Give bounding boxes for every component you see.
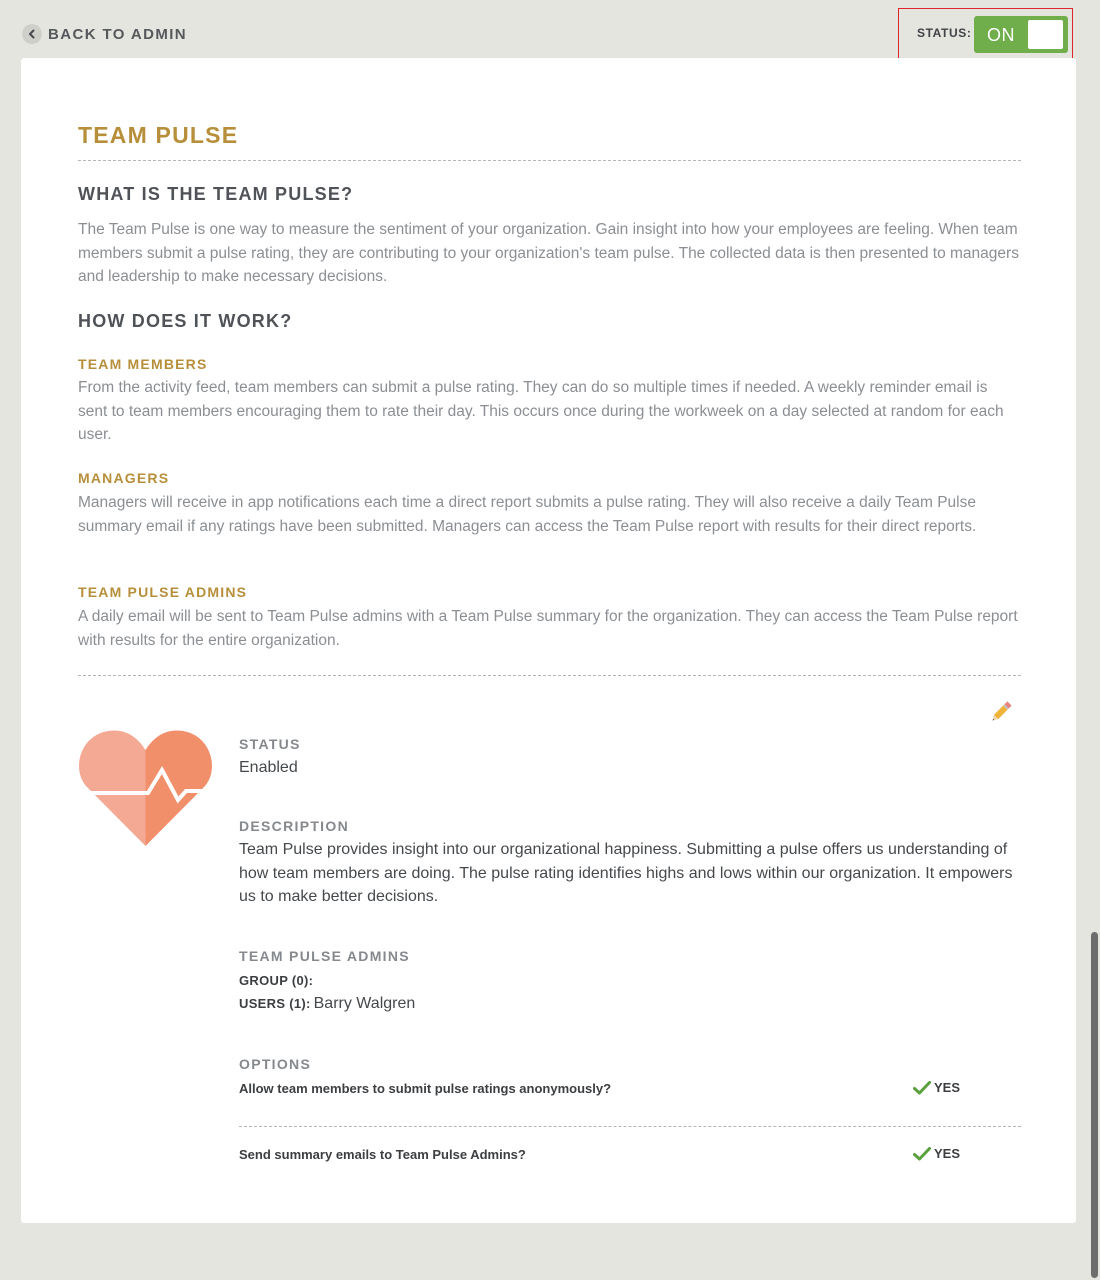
status-control xyxy=(898,8,1073,63)
admins-body: A daily email will be sent to Team Pulse admins with a Team Pulse summary for the organization. They can access the Team Pulse report with results for the entire organization. xyxy=(78,608,1018,649)
option-answer-label: YES xyxy=(934,1080,961,1095)
top-bar xyxy=(0,0,1100,58)
managers-body: Managers will receive in app notifications each time a direct report submits a pulse rating. They will also receive a daily Team Pulse summary email if any ratings have been submitted. Managers can access the Team Pulse report with results for their direct reports. xyxy=(78,494,977,535)
chevron-left-icon xyxy=(22,24,42,44)
group-row xyxy=(239,973,313,988)
status-detail-label: STATUS xyxy=(239,736,301,752)
status-toggle[interactable] xyxy=(974,16,1068,53)
admins-label: TEAM PULSE ADMINS xyxy=(239,948,410,964)
scrollbar[interactable] xyxy=(1091,932,1098,1278)
team-members-body: From the activity feed, team members can submit a pulse rating. They can do so multiple times if needed. A weekly reminder email is sent to team members encouraging them to rate their day. This occurs once during the workweek on a day selected at random for each user. xyxy=(78,379,1004,443)
heart-pulse-icon xyxy=(78,728,213,853)
users-value: Barry Walgren xyxy=(313,995,416,1012)
intro-heading: WHAT IS THE TEAM PULSE? xyxy=(78,184,354,204)
how-heading: HOW DOES IT WORK? xyxy=(78,311,293,331)
checkmark-icon xyxy=(913,1147,931,1161)
pencil-icon[interactable] xyxy=(987,698,1015,726)
back-to-admin-label: BACK TO ADMIN xyxy=(48,25,188,43)
admins-title: TEAM PULSE ADMINS xyxy=(78,584,248,600)
description-label: DESCRIPTION xyxy=(239,818,349,834)
users-label: USERS (1): xyxy=(239,996,311,1011)
option-answer xyxy=(913,1080,960,1095)
option-question: Send summary emails to Team Pulse Admins? xyxy=(239,1147,526,1162)
team-members-title: TEAM MEMBERS xyxy=(78,356,208,372)
status-toggle-state: ON xyxy=(987,25,1015,45)
options-label: OPTIONS xyxy=(239,1056,312,1072)
option-row xyxy=(239,1081,1021,1105)
users-row xyxy=(239,995,415,1013)
intro-body: The Team Pulse is one way to measure the sentiment of your organization. Gain insight into how your employees are feeling. When team members submit a pulse rating, they are contributing to your organization's team pulse. The collected data is then presented to managers and leadership to make necessary decisions. xyxy=(78,221,1019,285)
option-row xyxy=(239,1147,1021,1171)
toggle-knob xyxy=(1028,20,1063,49)
divider xyxy=(78,160,1021,161)
option-answer xyxy=(913,1146,960,1161)
page-title: TEAM PULSE xyxy=(78,122,239,148)
group-label: GROUP (0): xyxy=(239,973,314,988)
checkmark-icon xyxy=(913,1081,931,1095)
managers-title: MANAGERS xyxy=(78,470,170,486)
divider xyxy=(78,675,1021,676)
description-value: Team Pulse provides insight into our organizational happiness. Submitting a pulse offers us understanding of how team members are doing. The pulse rating identifies highs and lows within our organization. It empowers us to make better decisions. xyxy=(239,841,1013,905)
status-detail-value: Enabled xyxy=(239,759,298,776)
back-to-admin-link[interactable] xyxy=(22,24,187,44)
status-label: STATUS: xyxy=(917,26,972,40)
divider xyxy=(239,1126,1021,1127)
option-answer-label: YES xyxy=(934,1146,961,1161)
content-card xyxy=(21,58,1076,1223)
option-question: Allow team members to submit pulse ratings anonymously? xyxy=(239,1081,612,1096)
